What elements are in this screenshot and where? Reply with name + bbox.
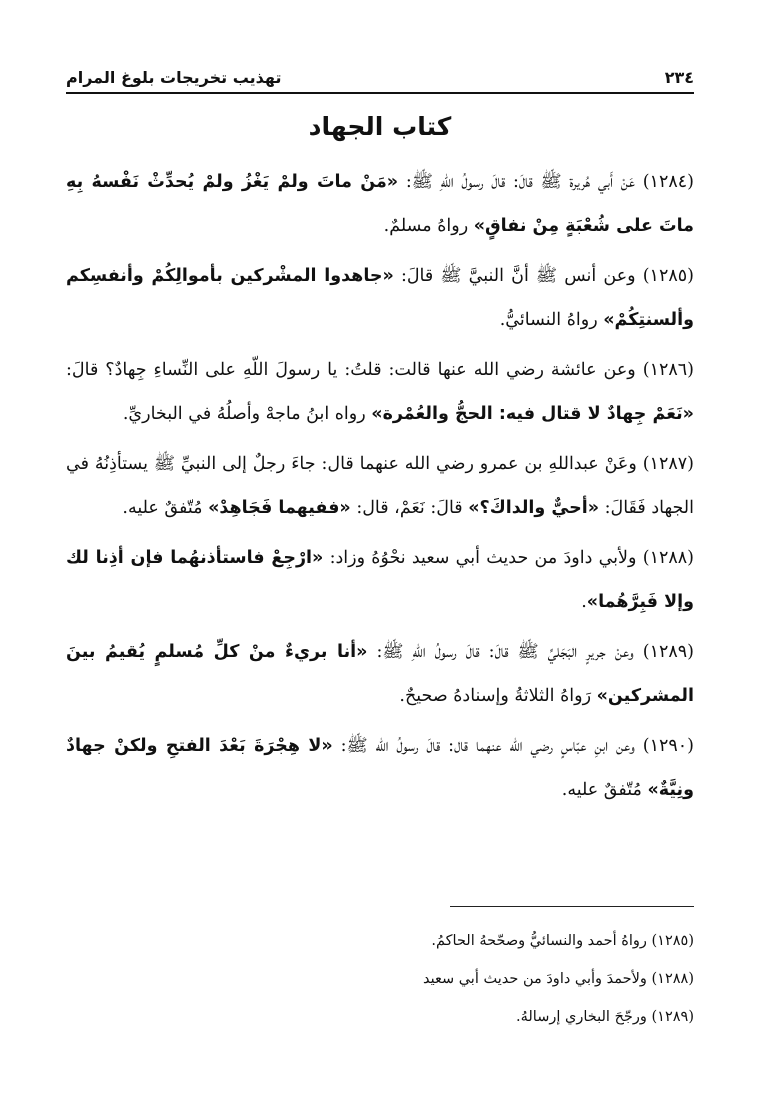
hadith-number: (١٢٨٤) <box>642 172 694 192</box>
hadith-1290 <box>66 724 694 812</box>
hadith-mid: قالَ: نَعَمْ، قال: <box>356 498 463 518</box>
page-number: ٢٣٤ <box>664 67 694 87</box>
footnote-1285: (١٢٨٥) رواهُ أحمد والنسائيُّ وصحّحهُ الحاكمُ. <box>431 933 694 949</box>
hadith-number: (١٢٨٦) <box>642 360 694 380</box>
hadith-number: (١٢٩٠) <box>642 736 694 756</box>
hadith-1287 <box>66 442 694 530</box>
book-title: تهذيب تخريجات بلوغ المرام <box>66 67 282 87</box>
footnote-rule <box>450 906 694 907</box>
hadith-source: رَواهُ الثلاثةُ وإسنادهُ صحيحٌ. <box>399 686 592 706</box>
hadith-quote: «ارْجِعْ فاستأذنهُما فإن أذِنا لك وإلا فَبِرَّهُما» <box>66 548 694 612</box>
hadith-source: . <box>581 592 587 612</box>
hadith-1289 <box>66 630 694 718</box>
hadith-number: (١٢٨٥) <box>642 266 694 286</box>
hadith-1286 <box>66 348 694 436</box>
header-rule <box>66 92 694 94</box>
hadith-intro: وعَنْ عبداللهِ بن عمرو رضي الله عنهما قال: جاءَ رجلٌ إلى النبيِّ ﷺ يستأذِنُهُ في الجهاد فَقَالَ: <box>66 454 694 518</box>
hadith-intro: وعن عائشة رضي الله عنها قالت: قلتُ: يا رسولَ اللّهِ على النِّساءِ جِهادٌ؟ قالَ: <box>66 360 636 380</box>
hadith-intro: عَنْ أَبي هُريرة ﷺ قالَ: قالَ رسولُ اللهِ ﷺ: <box>405 172 635 192</box>
hadith-1284 <box>66 160 694 248</box>
hadith-number: (١٢٨٧) <box>642 454 694 474</box>
hadith-quote-2: «ففيهما فَجَاهِدْ» <box>208 498 351 518</box>
hadith-intro: وعن ابنِ عبّاسٍ رضي الله عنهما قال: قالَ رسولُ الله ﷺ: <box>340 736 635 756</box>
footnote-1289: (١٢٨٩) ورجّحَ البخاري إرسالهُ. <box>516 1009 694 1025</box>
hadith-source: رواهُ النسائيُّ. <box>499 310 598 330</box>
hadith-intro: وعنْ جريرٍ البَجَليِّ ﷺ قالَ: قالَ رسولُ اللهِ ﷺ: <box>376 642 634 662</box>
hadith-quote: «مَنْ ماتَ ولمْ يَغْزُ ولمْ يُحدِّثْ نَفْسهُ بِهِ ماتَ على شُعْبَةٍ مِنْ نفاقٍ» <box>66 172 694 236</box>
hadith-source: رواهُ مسلمٌ. <box>383 216 469 236</box>
hadith-quote: «أنا بريءٌ منْ كلِّ مُسلمٍ يُقيمُ بينَ المشركين» <box>66 642 694 706</box>
hadith-intro: ولأبي داودَ من حديث أبي سعيد نحْوُهُ وزاد: <box>329 548 637 568</box>
hadith-quote: «أحيٌّ والداكَ؟» <box>468 498 600 518</box>
hadith-source: مُتّفقٌ عليه. <box>561 780 642 800</box>
page-body <box>66 160 694 818</box>
hadith-1288 <box>66 536 694 624</box>
chapter-title: كتاب الجهاد <box>308 112 452 141</box>
hadith-quote: «لا هِجْرَةَ بَعْدَ الفتحِ ولكنْ جهادٌ ونِيَّةٌ» <box>66 736 694 800</box>
hadith-intro: وعن أنس ﷺ أنَّ النبيَّ ﷺ قالَ: <box>400 266 636 286</box>
running-header <box>66 62 694 92</box>
footnote-1288: (١٢٨٨) ولأحمدَ وأبي داودَ من حديث أبي سعيد <box>422 971 694 987</box>
footnotes <box>66 922 694 1036</box>
hadith-quote: «نَعَمْ جِهادٌ لا قتال فيه: الحجُّ والعُمْرة» <box>371 404 694 424</box>
hadith-1285 <box>66 254 694 342</box>
hadith-number: (١٢٨٨) <box>642 548 694 568</box>
hadith-source: رواه ابنُ ماجهْ وأصلُهُ في البخاريِّ. <box>122 404 366 424</box>
hadith-quote: «جاهدوا المشْركين بأموالِكُمْ وأنفسِكم وألسنتِكُمْ» <box>66 266 694 330</box>
hadith-source: مُتّفقٌ عليه. <box>122 498 203 518</box>
hadith-number: (١٢٨٩) <box>642 642 694 662</box>
